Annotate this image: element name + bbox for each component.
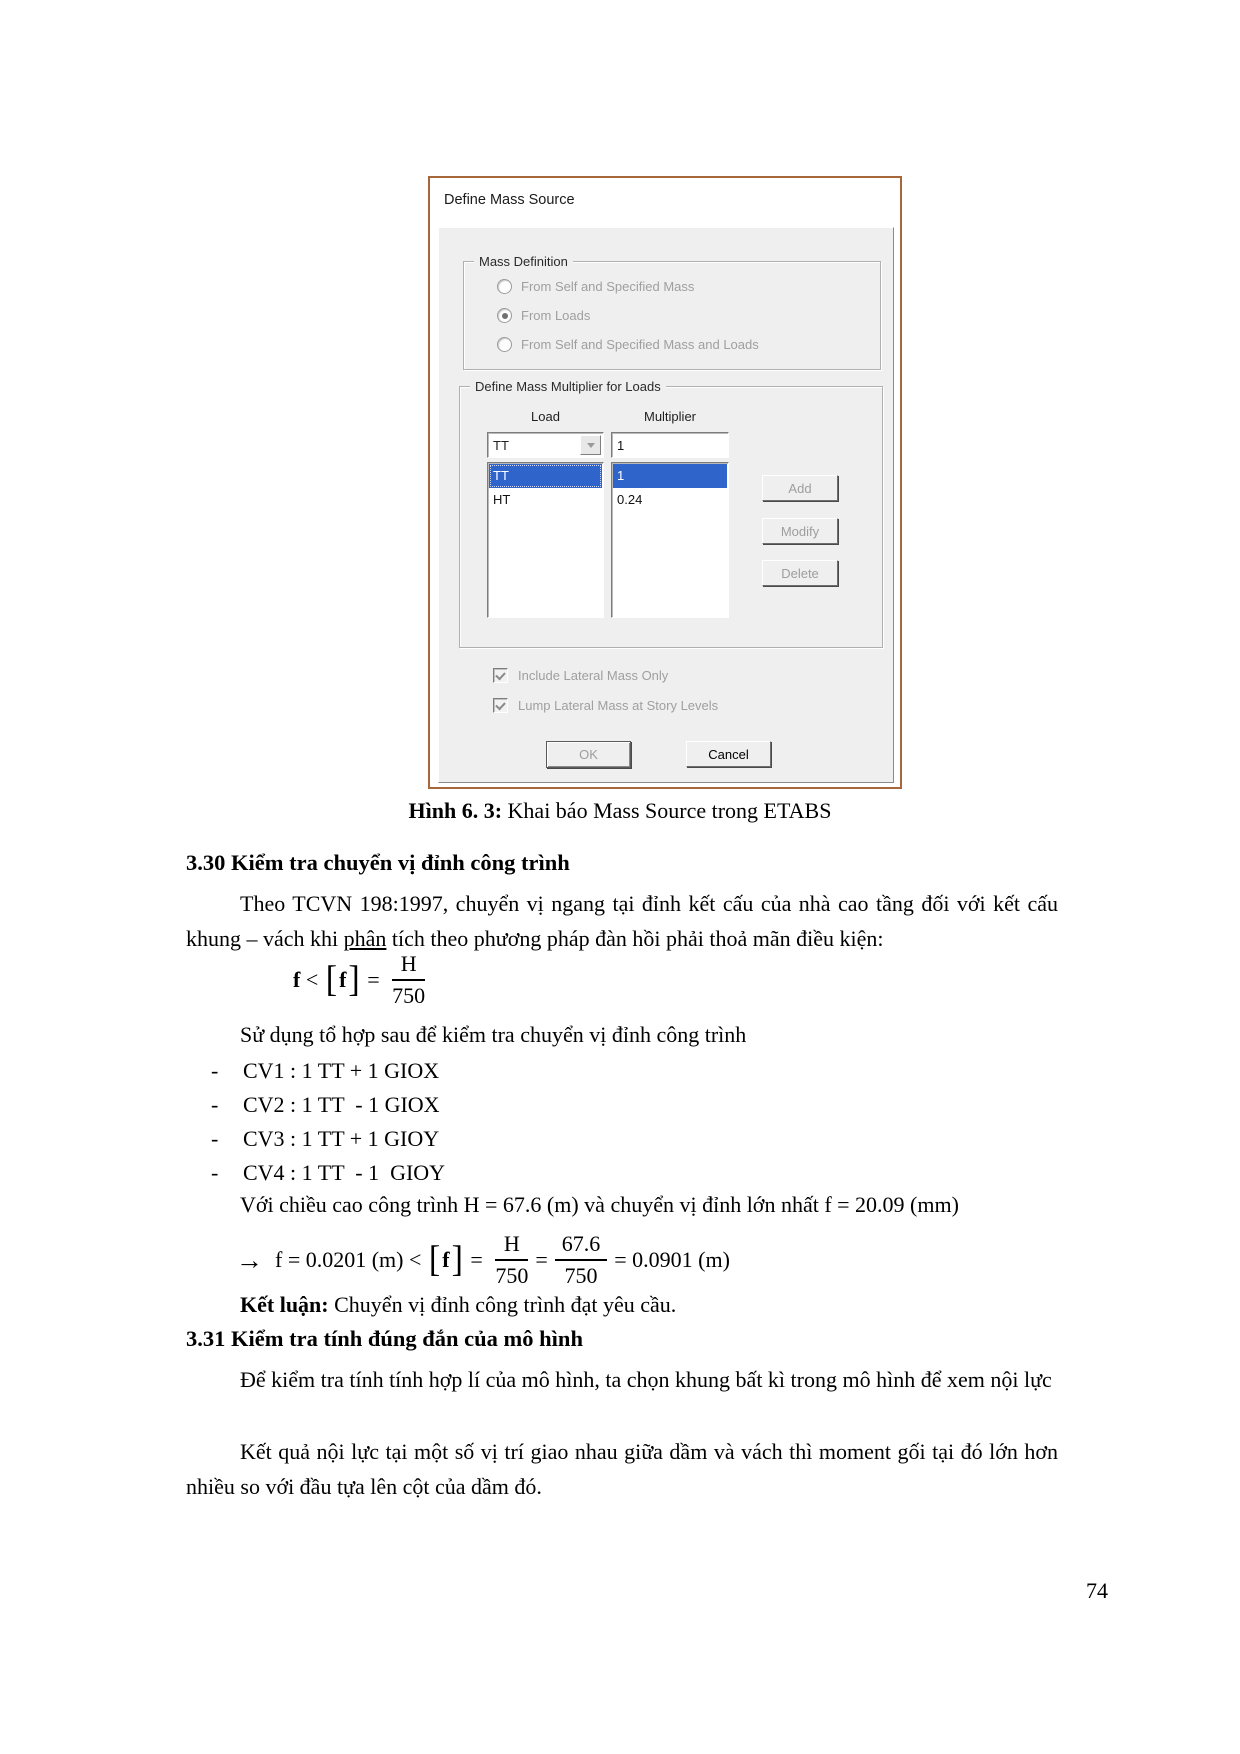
formula-result: = 0.0901 (m): [614, 1247, 730, 1272]
radio-from-self-and-specified-mass[interactable]: [497, 279, 694, 294]
combo-item-cv1: [211, 1058, 439, 1084]
define-mass-source-dialog: [428, 176, 902, 789]
combo-item-cv3: [211, 1126, 439, 1152]
load-combobox-value: TT: [493, 438, 509, 453]
dialog-body-panel: [438, 227, 894, 783]
radio-from-loads[interactable]: [497, 308, 590, 323]
list-row-multiplier[interactable]: 1: [613, 464, 727, 488]
bullet-dash: -: [211, 1092, 219, 1117]
combo-item-cv4: [211, 1160, 445, 1186]
formula-lbracket: [: [325, 959, 338, 1000]
formula-lhs: f = 0.0201 (m): [275, 1247, 404, 1272]
chevron-down-icon: [587, 443, 595, 448]
formula-f: f: [293, 967, 301, 992]
combo-text: CV1 : 1 TT + 1 GIOX: [243, 1058, 440, 1083]
radio-label: From Self and Specified Mass: [521, 279, 695, 294]
checkbox-checked-icon: [493, 698, 508, 713]
bullet-dash: -: [211, 1126, 219, 1151]
radio-label: From Self and Specified Mass and Loads: [521, 337, 759, 352]
ok-button[interactable]: OK: [546, 741, 631, 768]
radio-icon: [497, 337, 512, 352]
radio-selected-icon: [497, 308, 512, 323]
mass-definition-group-label: Mass Definition: [474, 254, 573, 269]
combobox-dropdown-button[interactable]: [580, 435, 601, 455]
paragraph-su-dung: Sử dụng tổ hợp sau để kiểm tra chuyển vị đỉnh công trình: [240, 1022, 747, 1047]
bullet-dash: -: [211, 1160, 219, 1185]
conclusion: [240, 1292, 676, 1318]
formula-rbracket: ]: [451, 1239, 463, 1280]
formula-rbracket: ]: [348, 959, 360, 1000]
mass-multiplier-group-label: Define Mass Multiplier for Loads: [470, 379, 666, 394]
dialog-title: Define Mass Source: [444, 192, 575, 208]
formula-displacement-check: [236, 1228, 730, 1292]
paragraph-ket-qua: Kết quả nội lực tại một số vị trí giao nhau giữa dầm và vách thì moment gối tại đó lớn hơn nhiều so với đầu tựa lên cột của dầm đó.: [186, 1439, 1058, 1499]
conclusion-label: Kết luận:: [240, 1292, 329, 1317]
checkbox-label: Include Lateral Mass Only: [518, 668, 669, 683]
radio-label: From Loads: [521, 308, 591, 323]
paragraph-tcvn: [186, 886, 1058, 956]
formula-lt: <: [300, 967, 324, 992]
combo-item-cv2: [211, 1092, 440, 1118]
fraction-h-750: [495, 1231, 528, 1289]
list-row-load[interactable]: TT: [489, 464, 602, 488]
combo-text: CV2 : 1 TT - 1 GIOX: [243, 1092, 440, 1117]
list-row-multiplier[interactable]: 0.24: [617, 492, 643, 507]
figure-caption-label: Hình 6. 3:: [408, 798, 503, 823]
paragraph-voi-chieu-cao: Với chiều cao công trình H = 67.6 (m) và chuyển vị đỉnh lớn nhất f = 20.09 (mm): [240, 1192, 959, 1217]
radio-icon: [497, 279, 512, 294]
checkbox-label: Lump Lateral Mass at Story Levels: [518, 698, 719, 713]
fraction-numerator: 67.6: [555, 1231, 608, 1261]
figure-caption-text: Khai báo Mass Source trong ETABS: [502, 798, 832, 823]
formula-f-allow: f: [339, 967, 347, 992]
bullet-dash: -: [211, 1058, 219, 1083]
fraction-numerator: H: [495, 1231, 528, 1261]
multiplier-input-value: 1: [617, 438, 625, 453]
checkbox-checked-icon: [493, 668, 508, 683]
combo-text: CV4 : 1 TT - 1 GIOY: [243, 1160, 446, 1185]
combo-text: CV3 : 1 TT + 1 GIOY: [243, 1126, 440, 1151]
fraction-denominator: 750: [564, 1263, 598, 1288]
checkbox-lump-lateral-mass-at-story-levels[interactable]: [493, 698, 718, 713]
fraction-denominator: 750: [392, 983, 426, 1008]
formula-lbracket: [: [428, 1239, 441, 1280]
multiplier-column-label: Multiplier: [643, 409, 696, 424]
multiplier-input[interactable]: [611, 432, 729, 458]
add-button[interactable]: Add: [762, 475, 838, 501]
formula-eq: =: [361, 967, 386, 992]
load-listbox: [487, 462, 604, 618]
load-combobox[interactable]: [487, 432, 604, 458]
mass-definition-group: [463, 254, 881, 370]
checkbox-include-lateral-mass-only[interactable]: [493, 668, 668, 683]
paragraph-tcvn-underlined: phân: [343, 926, 387, 951]
fraction-numerator: H: [392, 951, 425, 981]
fraction-h-750: [392, 951, 425, 1009]
paragraph-de-kiem-tra: Để kiểm tra tính tính hợp lí của mô hình, ta chọn khung bất kì trong mô hình để xem nội lực: [240, 1367, 1052, 1392]
cancel-button[interactable]: Cancel: [686, 741, 771, 767]
conclusion-text: Chuyển vị đỉnh công trình đạt yêu cầu.: [328, 1292, 677, 1317]
list-row-load[interactable]: HT: [493, 492, 511, 507]
right-arrow-icon: →: [236, 1244, 263, 1275]
page-number: 74: [1086, 1578, 1108, 1603]
radio-from-self-and-specified-mass-and-loads[interactable]: [497, 337, 759, 352]
section-heading-331: 3.31 Kiểm tra tính đúng đắn của mô hình: [186, 1326, 583, 1351]
fraction-67-6-750: [555, 1231, 608, 1289]
formula-eq: =: [464, 1247, 489, 1272]
paragraph-tcvn-post: tích theo phương pháp đàn hồi phải thoả mãn điều kiện:: [386, 926, 884, 951]
load-column-label: Load: [531, 409, 560, 424]
formula-f-allow: f: [442, 1247, 450, 1272]
formula-eq: =: [535, 1247, 548, 1272]
delete-button[interactable]: Delete: [762, 560, 838, 586]
fraction-denominator: 750: [495, 1263, 529, 1288]
paragraph-tcvn-pre: Theo TCVN 198:1997, chuyển vị ngang tại đỉnh kết cấu của nhà cao tầng đối với kết cấu khung – vách khi: [186, 891, 1058, 951]
mass-multiplier-group: [459, 379, 883, 648]
modify-button[interactable]: Modify: [762, 518, 838, 544]
figure-caption: [0, 798, 1240, 824]
formula-displacement-limit: [293, 948, 432, 1012]
formula-lt: <: [403, 1247, 427, 1272]
section-heading-330: 3.30 Kiểm tra chuyển vị đỉnh công trình: [186, 850, 570, 875]
multiplier-listbox: [611, 462, 729, 618]
